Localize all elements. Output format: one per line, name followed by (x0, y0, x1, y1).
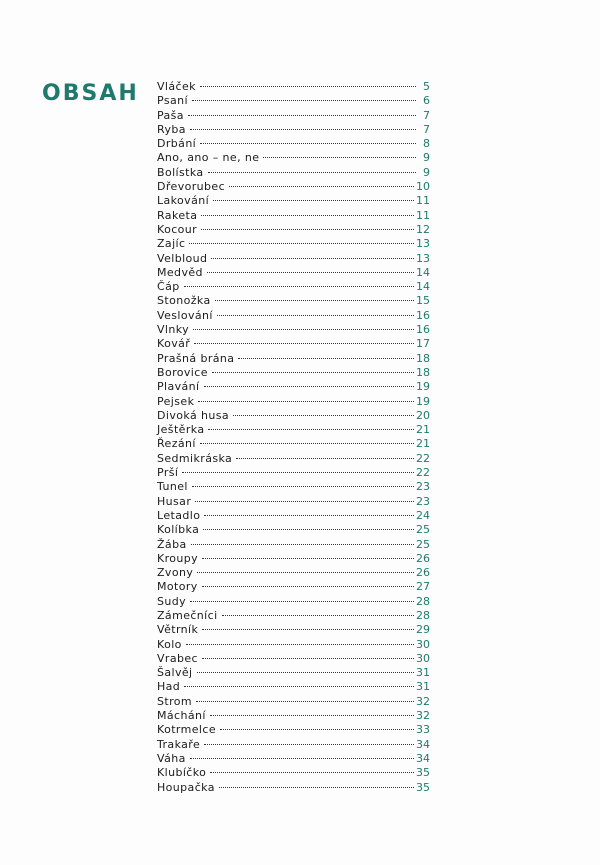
toc-entry-page: 15 (416, 294, 430, 308)
toc-entry (157, 752, 430, 766)
toc-entry-title: Zámečníci (157, 608, 218, 622)
toc-entry-title: Bolístka (157, 165, 204, 179)
toc-entry-title: Kroupy (157, 551, 199, 565)
toc-entry-title: Plavání (157, 380, 200, 394)
toc-entry-page: 22 (416, 466, 430, 480)
toc-dot-leader (191, 544, 414, 545)
toc-entry (157, 466, 430, 480)
toc-entry-page: 19 (416, 394, 430, 408)
toc-entry (157, 452, 430, 466)
toc-entry (157, 252, 430, 266)
toc-entry-title: Houpačka (157, 780, 215, 794)
toc-entry-page: 22 (416, 451, 430, 465)
toc-dot-leader (194, 343, 414, 344)
toc-dot-leader (201, 229, 414, 230)
toc-entry-page: 34 (416, 751, 430, 765)
toc-entry-page: 21 (416, 423, 430, 437)
toc-entry-page: 13 (416, 251, 430, 265)
toc-entry-page: 10 (416, 180, 430, 194)
toc-entry-page: 28 (416, 594, 430, 608)
toc-entry-page: 31 (416, 666, 430, 680)
toc-entry-title: Kovář (157, 337, 191, 351)
toc-entry-title: Ještěrka (157, 423, 205, 437)
toc-entry-page: 35 (416, 766, 430, 780)
toc-entry-title: Strom (157, 694, 193, 708)
toc-dot-leader (203, 529, 414, 530)
toc-entry (157, 137, 430, 151)
toc-entry-page: 6 (423, 94, 430, 108)
toc-dot-leader (207, 272, 414, 273)
toc-dot-leader (229, 186, 414, 187)
toc-entry (157, 723, 430, 737)
toc-entry (157, 566, 430, 580)
toc-entry (157, 695, 430, 709)
toc-dot-leader (192, 486, 414, 487)
toc-entry-page: 18 (416, 351, 430, 365)
toc-dot-leader (222, 615, 414, 616)
toc-entry-page: 7 (423, 122, 430, 136)
toc-entry-title: Šalvěj (157, 666, 193, 680)
toc-entry-title: Drbání (157, 137, 197, 151)
toc-entry-page: 32 (416, 709, 430, 723)
toc-dot-leader (189, 243, 414, 244)
toc-dot-leader (184, 286, 414, 287)
toc-entry-page: 30 (416, 637, 430, 651)
toc-entry-title: Paša (157, 108, 184, 122)
toc-entry (157, 538, 430, 552)
toc-entry (157, 266, 430, 280)
toc-entry (157, 151, 430, 165)
toc-dot-leader (211, 258, 414, 259)
toc-entry-title: Váha (157, 751, 186, 765)
toc-entry (157, 666, 430, 680)
toc-entry (157, 409, 430, 423)
toc-dot-leader (217, 315, 414, 316)
toc-entry-title: Pejsek (157, 394, 195, 408)
toc-entry (157, 509, 430, 523)
toc-entry (157, 652, 430, 666)
toc-entry (157, 395, 430, 409)
toc-entry-title: Kolo (157, 637, 182, 651)
toc-dot-leader (188, 115, 416, 116)
toc-entry-page: 25 (416, 523, 430, 537)
toc-entry-page: 8 (423, 137, 430, 151)
toc-dot-leader (233, 415, 414, 416)
toc-entry (157, 595, 430, 609)
toc-dot-leader (208, 172, 416, 173)
toc-entry-title: Husar (157, 494, 192, 508)
toc-entry (157, 109, 430, 123)
toc-entry-page: 28 (416, 608, 430, 622)
toc-entry-title: Řezání (157, 437, 196, 451)
toc-dot-leader (208, 429, 414, 430)
toc-entry (157, 623, 430, 637)
toc-entry (157, 738, 430, 752)
toc-entry (157, 480, 430, 494)
toc-entry-title: Medvěd (157, 265, 203, 279)
toc-entry (157, 781, 430, 795)
toc-entry-page: 20 (416, 408, 430, 422)
toc-entry-page: 33 (416, 723, 430, 737)
toc-entry-page: 23 (416, 480, 430, 494)
toc-entry-page: 16 (416, 323, 430, 337)
toc-dot-leader (200, 143, 416, 144)
toc-dot-leader (197, 672, 414, 673)
toc-entry-title: Motory (157, 580, 198, 594)
toc-dot-leader (196, 701, 414, 702)
toc-entry-page: 9 (423, 165, 430, 179)
toc-entry (157, 552, 430, 566)
toc-entry-page: 14 (416, 265, 430, 279)
toc-entry-title: Borovice (157, 365, 208, 379)
toc-entry-page: 9 (423, 151, 430, 165)
toc-entry (157, 166, 430, 180)
toc-entry (157, 638, 430, 652)
toc-entry (157, 609, 430, 623)
toc-entry-page: 26 (416, 551, 430, 565)
toc-dot-leader (212, 372, 414, 373)
toc-entry (157, 766, 430, 780)
toc-entry (157, 423, 430, 437)
toc-entry-page: 35 (416, 780, 430, 794)
toc-dot-leader (219, 787, 414, 788)
toc-entry-page: 19 (416, 380, 430, 394)
toc-dot-leader (263, 157, 416, 158)
toc-entry-title: Vrabec (157, 651, 198, 665)
toc-entry-page: 13 (416, 237, 430, 251)
toc-entry-page: 16 (416, 308, 430, 322)
toc-dot-leader (190, 129, 416, 130)
toc-entry (157, 580, 430, 594)
toc-dot-leader (192, 100, 416, 101)
toc-dot-leader (184, 686, 414, 687)
toc-dot-leader (201, 215, 414, 216)
toc-entry (157, 380, 430, 394)
toc-entry-title: Kocour (157, 222, 198, 236)
toc-entry (157, 223, 430, 237)
toc-entry-title: Prašná brána (157, 351, 235, 365)
toc-entry (157, 352, 430, 366)
toc-heading: OBSAH (42, 81, 139, 106)
toc-dot-leader (204, 515, 414, 516)
toc-entry-title: Lakování (157, 194, 210, 208)
toc-dot-leader (182, 472, 414, 473)
toc-dot-leader (200, 443, 414, 444)
toc-entry (157, 294, 430, 308)
toc-entry-title: Veslování (157, 308, 213, 322)
toc-entry-page: 11 (416, 194, 430, 208)
toc-entry-page: 31 (416, 680, 430, 694)
toc-entry-title: Zvony (157, 566, 194, 580)
toc-entry-title: Větrník (157, 623, 199, 637)
toc-entry (157, 523, 430, 537)
toc-entry-title: Vlnky (157, 323, 190, 337)
toc-entry-title: Žába (157, 537, 187, 551)
toc-entry-title: Kotrmelce (157, 723, 216, 737)
toc-entry-page: 14 (416, 280, 430, 294)
toc-dot-leader (198, 401, 414, 402)
toc-entry (157, 80, 430, 94)
toc-entry-page: 5 (423, 80, 430, 93)
toc-entry-title: Máchání (157, 709, 206, 723)
toc-entry-title: Velbloud (157, 251, 208, 265)
toc-entry-page: 34 (416, 737, 430, 751)
toc-entry-title: Sudy (157, 594, 187, 608)
toc-entry-page: 12 (416, 222, 430, 236)
toc-dot-leader (202, 658, 414, 659)
toc-entry-page: 30 (416, 651, 430, 665)
toc-entry-title: Raketa (157, 208, 198, 222)
toc-dot-leader (210, 715, 414, 716)
toc-dot-leader (200, 86, 416, 87)
toc-entry (157, 495, 430, 509)
toc-entry-title: Dřevorubec (157, 180, 226, 194)
toc-entry (157, 437, 430, 451)
toc-entry-title: Čáp (157, 280, 180, 294)
toc-entry-title: Klubíčko (157, 766, 207, 780)
toc-entry-title: Vláček (157, 80, 196, 93)
toc-entry-page: 11 (416, 208, 430, 222)
toc-dot-leader (197, 572, 414, 573)
toc-dot-leader (236, 458, 414, 459)
toc-dot-leader (210, 772, 414, 773)
toc-entry (157, 280, 430, 294)
toc-entry (157, 680, 430, 694)
toc-dot-leader (190, 601, 414, 602)
toc-entry-title: Sedmikráska (157, 451, 233, 465)
toc-dot-leader (238, 358, 414, 359)
toc-dot-leader (213, 200, 414, 201)
toc-entry-title: Zajíc (157, 237, 186, 251)
toc-entry-page: 24 (416, 508, 430, 522)
toc-entry-page: 21 (416, 437, 430, 451)
toc-entry-title: Tunel (157, 480, 188, 494)
toc-entry (157, 94, 430, 108)
toc-entry-page: 32 (416, 694, 430, 708)
toc-dot-leader (186, 644, 414, 645)
toc-entry-title: Stonožka (157, 294, 211, 308)
toc-entry-title: Divoká husa (157, 408, 229, 422)
toc-dot-leader (204, 744, 414, 745)
toc-dot-leader (202, 586, 414, 587)
toc-entry-page: 17 (416, 337, 430, 351)
toc-entry-page: 25 (416, 537, 430, 551)
toc-dot-leader (195, 501, 414, 502)
toc-entry-title: Kolíbka (157, 523, 200, 537)
toc-entry-page: 29 (416, 623, 430, 637)
toc-entry-page: 23 (416, 494, 430, 508)
toc-entry-page: 18 (416, 365, 430, 379)
toc-dot-leader (220, 729, 414, 730)
toc-entry (157, 309, 430, 323)
toc-entry (157, 709, 430, 723)
toc-entry (157, 209, 430, 223)
toc-entry-page: 26 (416, 566, 430, 580)
toc-entry-title: Had (157, 680, 181, 694)
toc-dot-leader (204, 386, 414, 387)
toc-entry-title: Letadlo (157, 508, 201, 522)
toc-dot-leader (190, 758, 414, 759)
toc-entry (157, 180, 430, 194)
toc-entry (157, 237, 430, 251)
toc-entry (157, 323, 430, 337)
toc-entry (157, 194, 430, 208)
toc-dot-leader (193, 329, 414, 330)
toc-entry-title: Trakaře (157, 737, 201, 751)
toc-entry (157, 337, 430, 351)
toc-entry (157, 123, 430, 137)
toc-dot-leader (202, 629, 414, 630)
toc-entry-page: 27 (416, 580, 430, 594)
toc-entry-title: Ryba (157, 122, 186, 136)
toc-entry (157, 366, 430, 380)
table-of-contents (157, 80, 430, 795)
toc-entry-title: Prší (157, 466, 179, 480)
toc-entry-title: Psaní (157, 94, 188, 108)
toc-entry-title: Ano, ano – ne, ne (157, 151, 260, 165)
toc-entry-page: 7 (423, 108, 430, 122)
toc-dot-leader (215, 300, 414, 301)
toc-dot-leader (202, 558, 414, 559)
